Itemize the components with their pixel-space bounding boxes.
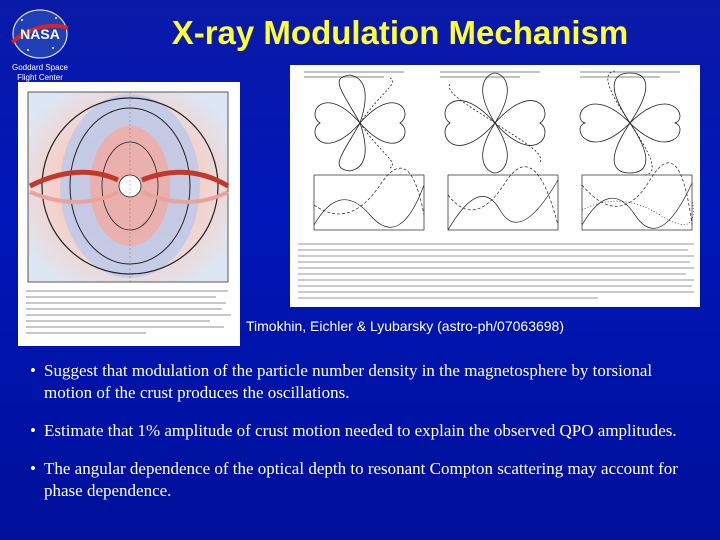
- bullet-symbol: •: [30, 459, 36, 478]
- svg-text:NASA: NASA: [20, 26, 60, 42]
- bullet-text: Suggest that modulation of the particle number density in the magnetosphere by torsional motion of the crust produces the oscillations.: [44, 361, 653, 402]
- logo-caption-line2: Flight Center: [17, 73, 63, 82]
- magnetosphere-figure: [18, 82, 240, 346]
- bullet-text: The angular dependence of the optical depth to resonant Compton scattering may account for phase dependence.: [44, 459, 678, 500]
- slide-title: X-ray Modulation Mechanism: [171, 14, 629, 51]
- figure-citation: Timokhin, Eichler & Lyubarsky (astro-ph/07063698): [246, 318, 565, 334]
- logo-caption: [2, 63, 78, 83]
- logo-caption-line1: Goddard Space: [11, 63, 69, 72]
- bullet-item: [30, 420, 700, 442]
- bullet-item: [30, 360, 700, 404]
- bullet-symbol: •: [30, 421, 36, 440]
- bullet-list: [30, 360, 700, 518]
- bullet-symbol: •: [30, 361, 36, 380]
- nasa-logo: [8, 6, 72, 62]
- bullet-text: Estimate that 1% amplitude of crust motion needed to explain the observed QPO amplitudes.: [44, 421, 677, 440]
- bullet-item: [30, 458, 700, 502]
- angular-distribution-figure: [290, 65, 700, 307]
